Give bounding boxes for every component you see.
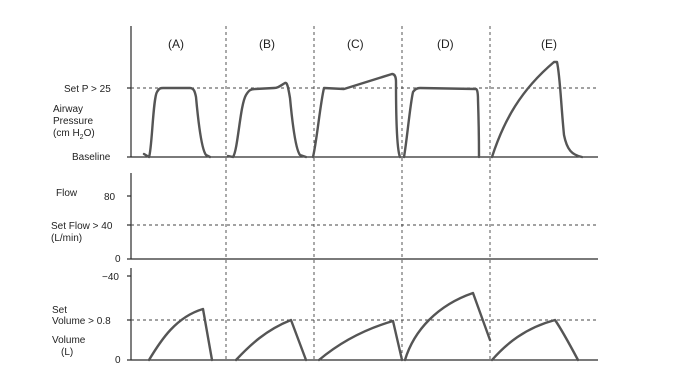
volume-curve-c [319, 321, 402, 360]
volume-tick-0-label: 0 [115, 355, 121, 366]
volume-curve-d [405, 293, 490, 360]
airway-label: Airway [53, 104, 84, 115]
volume-curve-b [236, 320, 306, 360]
set-pressure-label: Set P > 25 [64, 84, 111, 95]
volume-unit-label: (L) [61, 347, 74, 358]
pressure-curve-d [404, 88, 479, 157]
column-label-d: (D) [437, 37, 454, 51]
set-volume-label-2: Volume > 0.8 [52, 316, 111, 327]
pressure-curve-b [228, 83, 306, 157]
column-label-c: (C) [347, 37, 364, 51]
column-label-b: (B) [259, 37, 275, 51]
set-volume-label-1: Set [52, 305, 68, 316]
volume-tick-top-label: −40 [102, 272, 119, 283]
volume-curve-a [149, 309, 212, 360]
column-label-a: (A) [168, 37, 184, 51]
pressure-curve-e [492, 62, 582, 157]
pressure-curve-c [313, 74, 400, 157]
flow-tick-0-label: 0 [115, 254, 121, 265]
pressure-label: Pressure [53, 116, 94, 127]
flow-label: Flow [56, 188, 78, 199]
baseline-label: Baseline [72, 152, 111, 163]
volume-label: Volume [52, 335, 86, 346]
flow-unit-label: (L/min) [51, 233, 83, 244]
column-label-e: (E) [541, 37, 557, 51]
volume-curve-e [492, 320, 578, 360]
pressure-unit-label: (cm $H_2O$) [53, 128, 95, 141]
pressure-curve-a [144, 88, 210, 157]
flow-tick-80-label: 80 [104, 192, 116, 203]
set-flow-label: Set Flow > 40 [51, 221, 113, 232]
